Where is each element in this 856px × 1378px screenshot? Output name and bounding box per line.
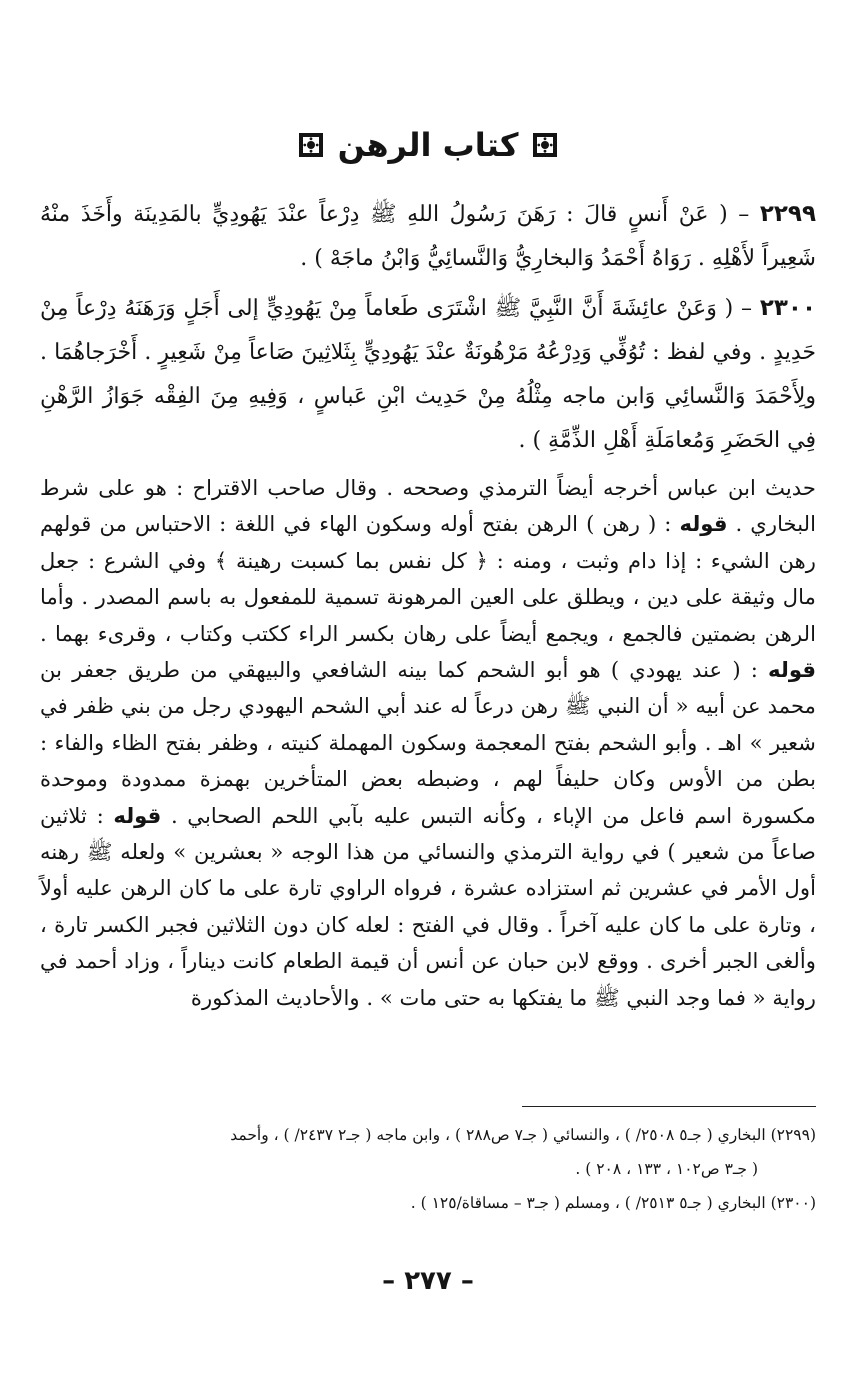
footnote-2300: (٢٣٠٠) البخاري ( جـ٥ ٢٥١٣/ ) ، ومسلم ( جـ٣ – مساقاة/١٢٥ ) . bbox=[410, 1194, 816, 1212]
hadith-text: – ( عَنْ أَنسٍ قالَ : رَهَنَ رَسُولُ اللهِ ﷺ دِرْعاً عنْدَ يَهُودِيٍّ بالمَدِينَة وأَخَذَ منْهُ شَعِيراً لأَهْلِهِ . رَوَاهُ أَحْمَدُ وَالبخارِيُّ وَالنَّسائِيُّ وَابْنُ ماجَهْ ) . bbox=[40, 202, 816, 271]
chapter-title: كتاب الرهن bbox=[337, 126, 519, 164]
commentary bbox=[40, 470, 816, 1016]
commentary-text: : ( رهن ) الرهن بفتح أوله وسكون الهاء في اللغة : الاحتباس من قولهم رهن الشيء : إذا دام وثبت ، ومنه : ﴿ كل نفس بما كسبت رهينة ﴾ وفي الشرع : جعل مال وثيقة على دين ، ويطلق على العين المرهونة تسمية للمفعول به باسم المصدر . وأما الرهن بضمتين فالجمع ، ويجمع أيضاً على رهان بكسر الراء ككتب وكتاب ، وقرىء بهما . bbox=[40, 511, 816, 646]
commentary-keyword: قوله bbox=[113, 802, 162, 828]
ornament-star-icon bbox=[298, 132, 324, 158]
hadith-text: – ( وَعَنْ عائِشَةَ أَنَّ النَّبِيَّ ﷺ اشْتَرَى طَعاماً مِنْ يَهُودِيٍّ إلى أَجَلٍ وَرَهَنَهُ دِرْعاً مِنْ حَدِيدٍ . وفي لفظ : تُوُفِّي وَدِرْعُهُ مَرْهُونَةٌ عنْدَ يَهُودِيٍّ بِثَلاثِينَ صَاعاً مِنْ شَعِيرٍ . أَخْرَجاهُمَا . ولِأَحْمَدَ وَالنَّسائِي وَابن ماجه مِثْلُهُ مِنْ حَدِيث ابْنِ عَباسٍ ، وَفِيهِ مِنَ الفِقْه جَوَازُ الرَّهْنِ فِي الحَضَرِ وَمُعامَلَةِ أَهْلِ الذِّمَّةِ ) . bbox=[40, 296, 816, 453]
commentary-text: حديث ابن عباس أخرجه أيضاً الترمذي وصححه . وقال صاحب الاقتراح : هو على شرط البخاري . bbox=[40, 475, 816, 537]
ornament-star-icon bbox=[532, 132, 558, 158]
hadith-2300 bbox=[40, 286, 816, 463]
hadith-2299 bbox=[40, 192, 816, 281]
commentary-keyword: قوله bbox=[768, 657, 816, 683]
chapter-header bbox=[0, 126, 856, 164]
hadith-number: ٢٣٠٠ bbox=[759, 295, 816, 321]
footnote-divider bbox=[522, 1106, 816, 1107]
commentary-keyword: قوله bbox=[679, 511, 728, 537]
footnotes bbox=[40, 1118, 816, 1220]
footnote-2299: (٢٢٩٩) البخاري ( جـ٥ ٢٥٠٨/ ) ، والنسائي ( جـ٧ ص٢٨٨ ) ، وابن ماجه ( جـ٢ ٢٤٣٧/ ) ، وأحمد bbox=[230, 1126, 816, 1144]
commentary-text: : ( عند يهودي ) هو أبو الشحم كما بينه الشافعي والبيهقي من طريق جعفر بن محمد عن أبيه « أن النبي ﷺ رهن درعاً له عند أبي الشحم اليهودي رجل من بني ظفر في شعير » اهـ . وأبو الشحم بفتح المعجمة وسكون المهملة كنيته ، وظفر بفتح الظاء والفاء : بطن من الأوس وكان حليفاً لهم ، وضبطه بعض المتأخرين بهمزة ممدودة وموحدة مكسورة اسم فاعل من الإباء ، وكأنه التبس عليه بآبي اللحم الصحابي . bbox=[40, 657, 816, 828]
chapter-title-row bbox=[298, 126, 559, 164]
hadith-number: ٢٢٩٩ bbox=[759, 201, 816, 227]
commentary-text: : ثلاثين صاعاً من شعير ) في رواية الترمذي والنسائي من هذا الوجه « بعشرين » ولعله ﷺ رهنه أول الأمر في عشرين ثم استزاده عشرة ، فرواه الراوي تارة على ما كان الرهن عليه أولاً ، وتارة على ما كان عليه آخراً . وقال في الفتح : لعله كان دون الثلاثين فجبر الكسر تارة ، وألغى الجبر أخرى . ووقع لابن حبان عن أنس أن قيمة الطعام كانت ديناراً ، وزاد أحمد في رواية « فما وجد النبي ﷺ ما يفتكها به حتى مات » . والأحاديث المذكورة bbox=[40, 802, 816, 1010]
footnote-2299-continued: ( جـ٣ ص١٠٢ ، ١٣٣ ، ٢٠٨ ) . bbox=[575, 1160, 758, 1178]
page-number: – ٢٧٧ – bbox=[382, 1266, 474, 1296]
